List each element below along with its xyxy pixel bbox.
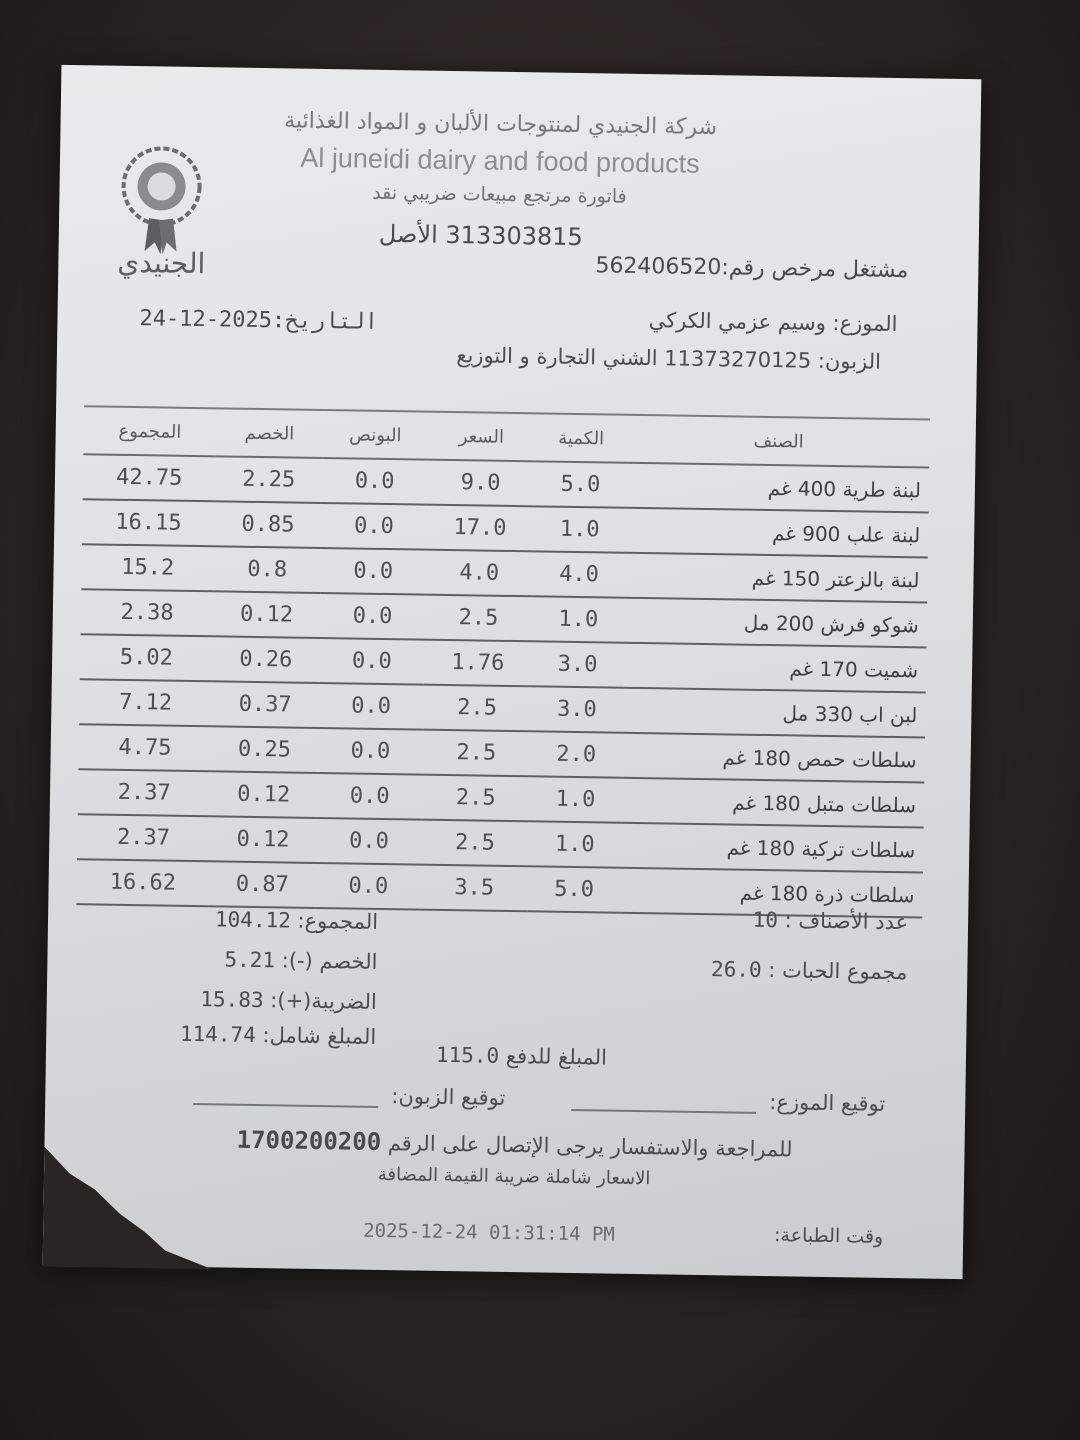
contact-text: للمراجعة والاستفسار يرجى الإتصال على الرقم	[387, 1131, 793, 1162]
header-price: السعر	[428, 412, 535, 462]
cell-discount: 2.25	[215, 456, 322, 503]
cell-bonus: 0.0	[321, 503, 427, 550]
customer-signature-line	[194, 1103, 379, 1108]
cell-discount: 0.26	[212, 636, 319, 683]
cell-total: 16.62	[76, 859, 209, 906]
vat-note: الاسعار شاملة ضريبة القيمة المضافة	[377, 1163, 651, 1190]
tax-label: الضريبة(+):	[270, 988, 377, 1014]
customer-name: الزبون: 11373270125 الشني التجارة و التوزيع	[456, 343, 882, 374]
cell-qty: 1.0	[533, 506, 627, 552]
cell-qty: 2.0	[529, 731, 623, 777]
discount-label: الخصم (-):	[281, 948, 378, 974]
header-bonus: البونص	[322, 410, 428, 460]
cell-total: 16.15	[82, 499, 215, 546]
cell-qty: 1.0	[528, 821, 622, 867]
cell-bonus: 0.0	[322, 458, 428, 505]
cell-qty: 5.0	[527, 866, 621, 912]
cell-price: 2.5	[425, 595, 532, 642]
header-discount: الخصم	[216, 408, 323, 458]
company-name-ar: شركة الجنيدي لمنتوجات الألبان و المواد الغذائية	[283, 108, 718, 141]
cell-total: 15.2	[81, 544, 214, 591]
cell-qty: 5.0	[534, 461, 628, 507]
distributor-signature	[572, 1087, 886, 1116]
subtotal-line	[148, 906, 378, 934]
tax-value: 15.83	[200, 987, 264, 1013]
discount-line	[147, 946, 377, 974]
subtotal-value: 104.12	[214, 907, 292, 933]
items-count-line	[752, 908, 908, 934]
cell-bonus: 0.0	[320, 548, 426, 595]
cell-price: 3.5	[421, 865, 528, 912]
total-value: 114.74	[179, 1021, 257, 1048]
cell-item: سلطات تركية 180 غم	[621, 823, 924, 873]
contact-number: 1700200200	[236, 1125, 382, 1157]
cell-discount: 0.12	[209, 816, 316, 863]
cell-qty: 1.0	[532, 596, 626, 642]
vat-number: مشتغل مرخص رقم:562406520	[595, 253, 909, 284]
distributor-signature-label: توقيع الموزع:	[769, 1090, 886, 1116]
cell-discount: 0.25	[211, 726, 318, 773]
cell-price: 2.5	[421, 820, 528, 867]
header-item: الصنف	[627, 415, 930, 468]
cell-item: شوكو فرش 200 مل	[624, 598, 927, 648]
amount-due-label: المبلغ للدفع	[505, 1043, 608, 1070]
cell-total: 4.75	[78, 724, 211, 771]
distributor-signature-line	[572, 1109, 757, 1114]
cell-qty: 3.0	[530, 686, 624, 732]
tax-line	[147, 986, 377, 1014]
contact-line	[194, 1125, 834, 1163]
cell-qty: 1.0	[529, 776, 623, 822]
cell-discount: 0.87	[209, 861, 316, 908]
header-qty: الكمية	[534, 413, 628, 462]
cell-price: 17.0	[426, 505, 533, 552]
items-count-label: عدد الأصناف :	[784, 908, 909, 935]
receipt	[43, 65, 982, 1279]
cell-discount: 0.12	[213, 591, 320, 638]
cell-price: 2.5	[422, 775, 529, 822]
cell-total: 5.02	[80, 634, 213, 681]
cell-qty: 3.0	[531, 641, 625, 687]
total-label: المبلغ شامل:	[262, 1023, 377, 1049]
amount-due-line	[436, 1043, 607, 1070]
cell-item: سلطات متبل 180 غم	[622, 778, 925, 828]
cell-price: 1.76	[424, 640, 531, 687]
customer-signature-label: توقيع الزبون:	[391, 1084, 506, 1110]
company-name-en: Al juneidi dairy and food products	[300, 142, 700, 179]
customer-signature	[194, 1081, 506, 1110]
cell-item: سلطات ذرة 180 غم	[620, 868, 923, 918]
cell-price: 9.0	[427, 460, 534, 507]
cell-qty: 4.0	[532, 551, 626, 597]
cell-item: لبنة علب 900 غم	[626, 508, 929, 558]
packages-label: مجموع الحبات :	[768, 958, 908, 985]
cell-bonus: 0.0	[318, 683, 424, 730]
discount-value: 5.21	[224, 947, 276, 973]
torn-edge	[43, 1147, 215, 1270]
subtotal-label: المجموع:	[297, 908, 379, 934]
items-count-value: 10	[752, 907, 779, 933]
cell-price: 2.5	[423, 685, 530, 732]
cell-total: 42.75	[83, 454, 216, 501]
cell-discount: 0.37	[211, 681, 318, 728]
cell-bonus: 0.0	[317, 728, 423, 775]
cell-discount: 0.85	[214, 501, 321, 548]
cell-bonus: 0.0	[320, 593, 426, 640]
distributor-name: الموزع: وسيم عزمي الكركي	[648, 308, 898, 337]
invoice-date: التاريخ:2025-12-24	[139, 306, 379, 335]
cell-price: 2.5	[423, 730, 530, 777]
invoice-type: فاتورة مرتجع مبيعات ضريبي نقد	[372, 181, 627, 208]
cell-discount: 0.12	[210, 771, 317, 818]
cell-discount: 0.8	[214, 546, 321, 593]
packages-line	[711, 957, 908, 984]
cell-bonus: 0.0	[317, 773, 423, 820]
print-time-label: وقت الطباعة:	[773, 1224, 884, 1248]
header-total: المجموع	[83, 406, 216, 456]
cell-total: 2.38	[81, 589, 214, 636]
cell-item: شميت 170 غم	[624, 643, 927, 693]
total-line	[146, 1021, 376, 1049]
cell-price: 4.0	[426, 550, 533, 597]
cell-bonus: 0.0	[315, 863, 421, 910]
cell-item: سلطات حمص 180 غم	[622, 733, 925, 783]
original-label: 313303815 الأصل	[378, 219, 584, 252]
cell-item: لبنة طرية 400 غم	[627, 463, 930, 513]
cell-total: 2.37	[78, 769, 211, 816]
items-table	[76, 405, 930, 918]
logo-name: الجنيدي	[117, 245, 206, 281]
amount-due-value: 115.0	[435, 1042, 500, 1068]
cell-item: لبن اب 330 مل	[623, 688, 926, 738]
packages-value: 26.0	[710, 957, 762, 982]
print-time-value: 2025-12-24 01:31:14 PM	[363, 1219, 616, 1246]
cell-item: لبنة بالزعتر 150 غم	[625, 553, 928, 603]
cell-bonus: 0.0	[319, 638, 425, 685]
cell-bonus: 0.0	[316, 818, 422, 865]
cell-total: 2.37	[77, 814, 210, 861]
cell-total: 7.12	[79, 679, 212, 726]
